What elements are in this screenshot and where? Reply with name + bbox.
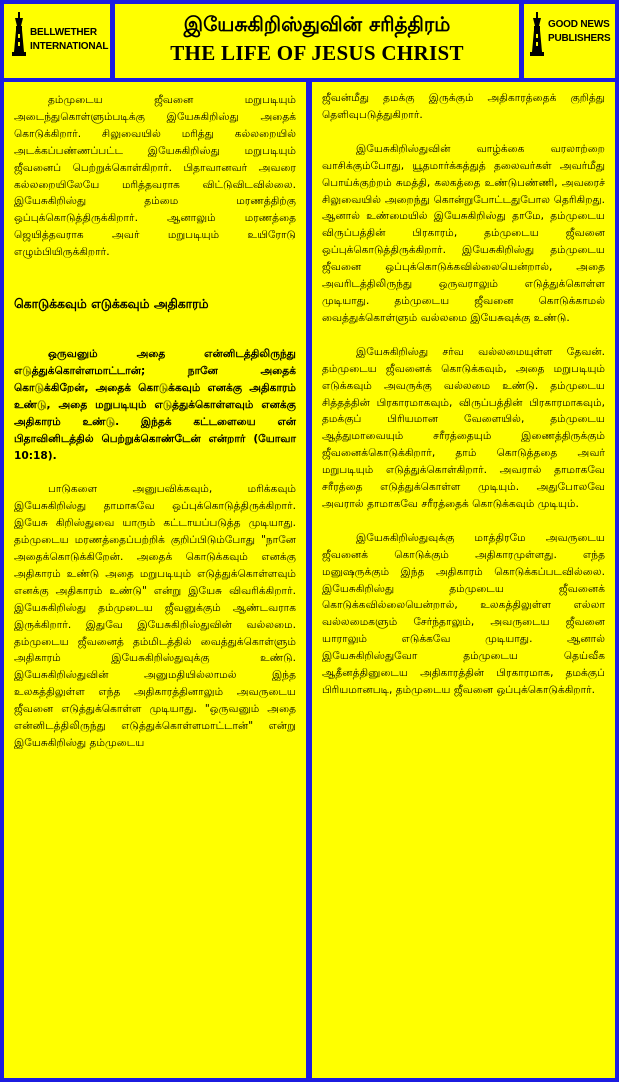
logo-left-line2: INTERNATIONAL bbox=[30, 41, 109, 52]
right-paragraph-1: ஜீவன்மீது தமக்கு இருக்கும் அதிகாரத்தைக் குறித்து தெளிவுபடுத்துகிறார். bbox=[322, 92, 605, 121]
right-paragraph-4: இயேசுகிறிஸ்துவுக்கு மாத்திரமே அவருடைய ஜீவனைக் கொடுக்கும் அதிகாரமுள்ளது. எந்த மனுஷருக்கும் இந்த அதிகாரம் கொடுக்கப்படவில்லை. இயேசுகிறிஸ்து தம்முடைய ஜீவனைக் கொடுக்கவில்லையென்றால், உலகத்திலுள்ள எல்லா வல்லமைகளும் சேர்ந்தாலும், அவருடைய ஜீவனை யாராலும் எடுக்கவே முடியாது. ஆனால் இயேசுகிறிஸ்துவோ தம்முடைய தெய்வீக ஆதீனத்தினுடைய அதிகாரத்தின் பிரகாரமாக, தமக்குப் பிரியமானபடி, தம்முடைய ஜீவனை ஒப்புக்கொடுக்கிறார். bbox=[322, 531, 605, 696]
left-paragraph-2: பாடுகளை அனுபவிக்கவும், மரிக்கவும் இயேசுகிறிஸ்து தாமாகவே ஒப்புக்கொடுத்திருக்கிறார். இயேசு கிறிஸ்துவை யாரும் கட்டாயப்படுத்த முடியாது. தம்முடைய மரணத்தைப்பற்றிக் குறிப்பிடும்போது "நானே அதைக்கொடுக்கிறேன். அதைக் கொடுக்கவும் எனக்கு அதிகாரம் உண்டு அதை மறுபடியும் எடுத்துக்கொள்ளவும் எனக்கு அதிகாரம் உண்டு" என்று இயேசு விவரிக்கிறார். இயேசுகிறிஸ்து தம்முடைய ஜீவனுக்கும் ஆண்டவராக இருக்கிறார். இதுவே இயேசுகிறிஸ்துவின் வல்லமை. தம்முடைய ஜீவனைத் தம்மிடத்தில் வைத்துக்கொள்ளும் அதிகாரம் இயேசுகிறிஸ்துவுக்கு உண்டு. இயேசுகிறிஸ்துவின் அனுமதியில்லாமல் இந்த உலகத்திலுள்ள எந்த அதிகாரத்தினாலும் அவருடைய ஜீவனை எடுத்துக்கொள்ள முடியாது. "ஒருவனும் அதை என்னிடத்திலிருந்து எடுத்துக்கொள்ளமாட்டான்" என்று இயேசுகிறிஸ்து தம்முடைய bbox=[14, 483, 296, 749]
title-tamil: இயேசுகிறிஸ்துவின் சரித்திரம் bbox=[183, 12, 451, 36]
title-english: THE LIFE OF JESUS CHRIST bbox=[170, 41, 464, 65]
left-paragraph-1: தம்முடைய ஜீவனை மறுபடியும் அடைந்துகொள்ளும்படிக்கு இயேசுகிறிஸ்து அதைக் கொடுக்கிறார். சிலுவையில் மரித்து கல்லறையில் அடக்கப்பண்ணப்பட்ட இயேசுகிறிஸ்து மறுபடியும் ஜீவனைப் பெற்றுக்கொள்கிறார். பிதாவானவர் அவரை கல்லறையிலேயே மரித்தவராக விட்டுவிடவில்லை. இயேசுகிறிஸ்து தம்மை மரணத்திற்கு ஒப்புக்கொடுத்திருக்கிறார். ஆனாலும் மரணத்தை ஜெயித்தவராக அவர் மறுபடியும் உயிரோடு எழும்பியிருக்கிறார். bbox=[14, 94, 296, 259]
right-paragraph-3: இயேசுகிறிஸ்து சர்வ வல்லமையுள்ள தேவன். தம்முடைய ஜீவனைக் கொடுக்கவும், அதை மறுபடியும் எடுக்கவும் அவருக்கு வல்லமை உண்டு. தம்முடைய சித்தத்தின் பிரகாரமாகவும், விருப்பத்தின் பிரகாரமாகவும், தமக்குப் பிரியமான வேளையில், தம்முடைய ஆத்துமாவையும் சரீரத்தையும் இணைத்திருக்கும் ஜீவனைக்கொடுக்கிறார், தாம் கொடுத்ததை அவர் மறுபடியும் எடுத்துக்கொள்கிறார். அவரால் தாமாகவே சரீரத்தை எடுத்துக்கொள்ள முடியும். அதுபோலவே அவரால் தாமாகவே சரீரத்தைக் கொடுக்கவும் முடியும். bbox=[322, 345, 605, 510]
logo-left-line1: BELLWETHER bbox=[30, 27, 97, 38]
right-column bbox=[312, 82, 615, 1078]
tower-icon bbox=[12, 12, 26, 56]
scripture-quote: ஒருவனும் அதை என்னிடத்திலிருந்து எடுத்துக்கொள்ளமாட்டான்; நானே அதைக் கொடுக்கிறேன், அதைக் கொடுக்கவும் எனக்கு அதிகாரம் உண்டு, அதை மறுபடியும் எடுத்துக்கொள்ளவும் எனக்கு அதிகாரம் உண்டு. இந்தக் கட்டளையை என் பிதாவினிடத்தில் பெற்றுக்கொண்டேன் என்றார் (யோவா 10:18). bbox=[14, 348, 296, 462]
logo-right-line1: GOOD NEWS bbox=[548, 19, 610, 30]
section-heading: கொடுக்கவும் எடுக்கவும் அதிகாரம் bbox=[14, 296, 209, 312]
page-header bbox=[115, 4, 519, 78]
right-paragraph-2: இயேசுகிறிஸ்துவின் வாழ்க்கை வரலாற்றை வாசிக்கும்போது, யூதமார்க்கத்துத் தலைவர்கள் அவர்மீது பொய்க்குற்றம் சுமத்தி, கலகத்தை உண்டுபண்ணி, அவரைச் சிலுவையில் அறைந்து கொன்றுபோட்டதுபோல தெரிகிறது. ஆனால் உண்மையில் இயேசுகிறிஸ்து தாமே, தம்முடைய விருப்பத்தின் பிரகாரம், தம்முடைய ஜீவனை ஒப்புக்கொடுத்திருக்கிறார். இயேசுகிறிஸ்து தம்முடைய ஜீவனை ஒப்புக்கொடுக்கவில்லையென்றால், அதை அவரிடத்திலிருந்து ஒருவராலும் எடுத்துக்கொள்ள முடியாது. தம்முடைய ஜீவனை கொடுக்காமல் வைத்துக்கொள்ளும் வல்லமை இயேசுவுக்கு உண்டு. bbox=[322, 142, 605, 324]
bellwether-logo bbox=[4, 4, 110, 78]
good-news-logo bbox=[524, 4, 615, 78]
tower-icon bbox=[530, 12, 544, 56]
logo-right-line2: PUBLISHERS bbox=[548, 33, 611, 44]
left-column bbox=[4, 82, 306, 1078]
